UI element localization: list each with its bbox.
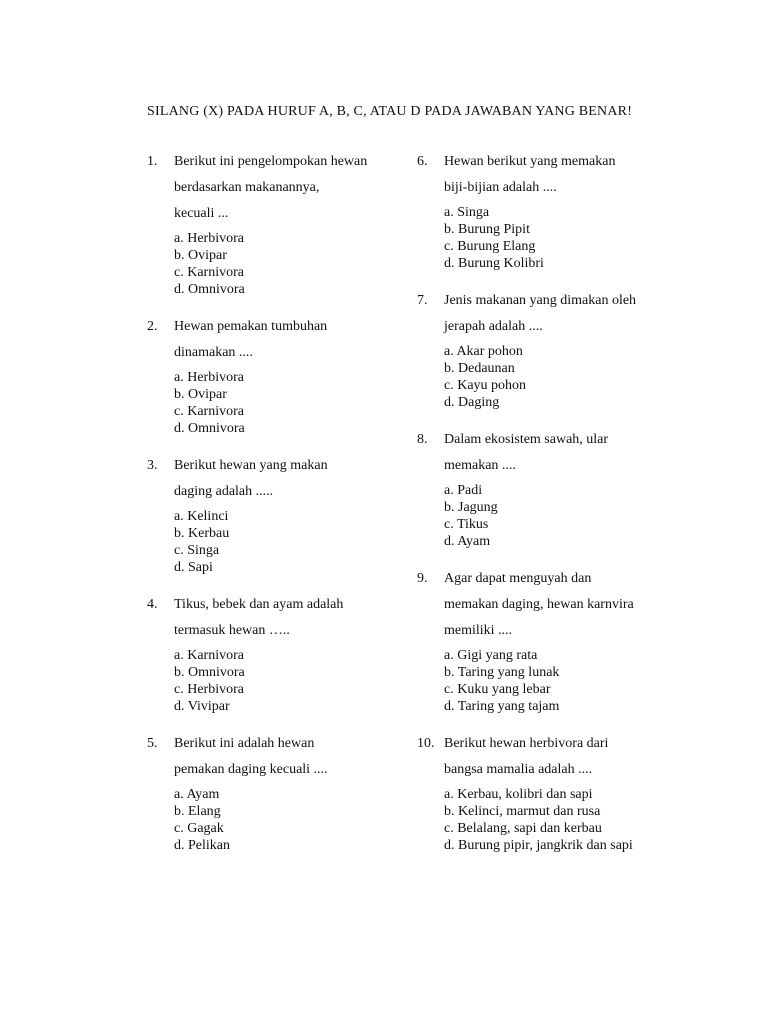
question-text-line: Dalam ekosistem sawah, ular (444, 432, 609, 447)
question-text-line: memakan daging, hewan karnvira (444, 597, 634, 612)
question-body (444, 288, 707, 411)
question-text-line: dinamakan .... (174, 345, 253, 360)
question-body (174, 592, 409, 715)
answer-option[interactable]: c. Gagak (174, 821, 224, 836)
answer-option[interactable]: b. Dedaunan (444, 361, 515, 376)
answer-option[interactable]: a. Singa (444, 205, 490, 220)
answer-option[interactable]: d. Pelikan (174, 838, 230, 853)
question-text-line: biji-bijian adalah .... (444, 180, 557, 195)
question-text-line: memiliki .... (444, 623, 513, 638)
answer-options (444, 786, 707, 854)
question-body (174, 149, 409, 298)
question-text-line: pemakan daging kecuali .... (174, 762, 328, 777)
answer-option[interactable]: a. Gigi yang rata (444, 648, 538, 663)
question-number: 8. (417, 432, 428, 447)
answer-option[interactable]: a. Kerbau, kolibri dan sapi (444, 787, 593, 802)
question-body (174, 314, 409, 437)
right-column (417, 149, 707, 870)
question-number: 4. (147, 597, 158, 612)
question-text-line: termasuk hewan ….. (174, 623, 290, 638)
answer-option[interactable]: c. Herbivora (174, 682, 244, 697)
question-item (417, 149, 707, 272)
answer-options (174, 369, 409, 437)
question-body (444, 731, 707, 854)
answer-option[interactable]: d. Omnivora (174, 421, 245, 436)
answer-option[interactable]: d. Omnivora (174, 282, 245, 297)
answer-option[interactable]: c. Karnivora (174, 404, 244, 419)
answer-option[interactable]: c. Tikus (444, 517, 489, 532)
question-text-line: Jenis makanan yang dimakan oleh (444, 293, 637, 308)
answer-option[interactable]: d. Daging (444, 395, 500, 410)
answer-option[interactable]: b. Taring yang lunak (444, 665, 560, 680)
answer-option[interactable]: b. Jagung (444, 500, 498, 515)
answer-option[interactable]: b. Ovipar (174, 248, 227, 263)
question-body (444, 149, 707, 272)
answer-options (174, 786, 409, 854)
answer-option[interactable]: c. Kayu pohon (444, 378, 527, 393)
question-text-line: kecuali ... (174, 206, 229, 221)
answer-option[interactable]: b. Ovipar (174, 387, 227, 402)
question-text-line: bangsa mamalia adalah .... (444, 762, 593, 777)
answer-option[interactable]: c. Karnivora (174, 265, 244, 280)
question-item (417, 288, 707, 411)
question-item (147, 314, 409, 437)
answer-options (444, 647, 707, 715)
question-number: 7. (417, 293, 428, 308)
question-body (444, 566, 707, 715)
question-text-line: Berikut ini adalah hewan (174, 736, 315, 751)
answer-option[interactable]: a. Karnivora (174, 648, 244, 663)
answer-option[interactable]: b. Kelinci, marmut dan rusa (444, 804, 601, 819)
answer-options (444, 482, 707, 550)
question-number: 6. (417, 154, 428, 169)
left-column (147, 149, 409, 870)
question-text-line: Tikus, bebek dan ayam adalah (174, 597, 344, 612)
question-number: 3. (147, 458, 158, 473)
question-text-line: Berikut hewan yang makan (174, 458, 328, 473)
question-text-line: jerapah adalah .... (444, 319, 543, 334)
question-number: 10. (417, 736, 435, 751)
answer-option[interactable]: b. Burung Pipit (444, 222, 530, 237)
answer-option[interactable]: b. Elang (174, 804, 221, 819)
question-body (174, 731, 409, 854)
question-text-line: Hewan pemakan tumbuhan (174, 319, 328, 334)
question-item (147, 731, 409, 854)
answer-options (174, 647, 409, 715)
question-text-line: daging adalah ..... (174, 484, 274, 499)
answer-option[interactable]: c. Kuku yang lebar (444, 682, 551, 697)
answer-option[interactable]: d. Burung pipir, jangkrik dan sapi (444, 838, 633, 853)
question-number: 5. (147, 736, 158, 751)
answer-option[interactable]: c. Burung Elang (444, 239, 536, 254)
question-text-line: memakan .... (444, 458, 516, 473)
answer-options (174, 230, 409, 298)
answer-option[interactable]: a. Ayam (174, 787, 220, 802)
answer-option[interactable]: b. Kerbau (174, 526, 230, 541)
question-item (417, 566, 707, 715)
question-item (147, 149, 409, 298)
answer-option[interactable]: a. Kelinci (174, 509, 229, 524)
question-body (444, 427, 707, 550)
answer-option[interactable]: a. Herbivora (174, 231, 244, 246)
answer-option[interactable]: d. Vivipar (174, 699, 230, 714)
answer-option[interactable]: b. Omnivora (174, 665, 245, 680)
instruction-title: SILANG (X) PADA HURUF A, B, C, ATAU D PADA JAWABAN YANG BENAR! (147, 104, 633, 119)
answer-options (174, 508, 409, 576)
answer-option[interactable]: d. Sapi (174, 560, 213, 575)
question-item (417, 731, 707, 854)
answer-option[interactable]: d. Burung Kolibri (444, 256, 544, 271)
question-text-line: Berikut ini pengelompokan hewan (174, 154, 368, 169)
answer-option[interactable]: a. Akar pohon (444, 344, 523, 359)
answer-option[interactable]: c. Belalang, sapi dan kerbau (444, 821, 602, 836)
question-text-line: Berikut hewan herbivora dari (444, 736, 609, 751)
question-text-line: berdasarkan makanannya, (174, 180, 320, 195)
answer-option[interactable]: a. Padi (444, 483, 483, 498)
question-item (147, 453, 409, 576)
answer-option[interactable]: a. Herbivora (174, 370, 244, 385)
answer-options (444, 343, 707, 411)
question-text-line: Agar dapat menguyah dan (444, 571, 592, 586)
question-body (174, 453, 409, 576)
answer-option[interactable]: c. Singa (174, 543, 220, 558)
answer-options (444, 204, 707, 272)
question-item (147, 592, 409, 715)
question-item (417, 427, 707, 550)
question-text-line: Hewan berikut yang memakan (444, 154, 616, 169)
answer-option[interactable]: d. Ayam (444, 534, 491, 549)
question-number: 2. (147, 319, 158, 334)
question-number: 1. (147, 154, 158, 169)
answer-option[interactable]: d. Taring yang tajam (444, 699, 560, 714)
question-number: 9. (417, 571, 428, 586)
